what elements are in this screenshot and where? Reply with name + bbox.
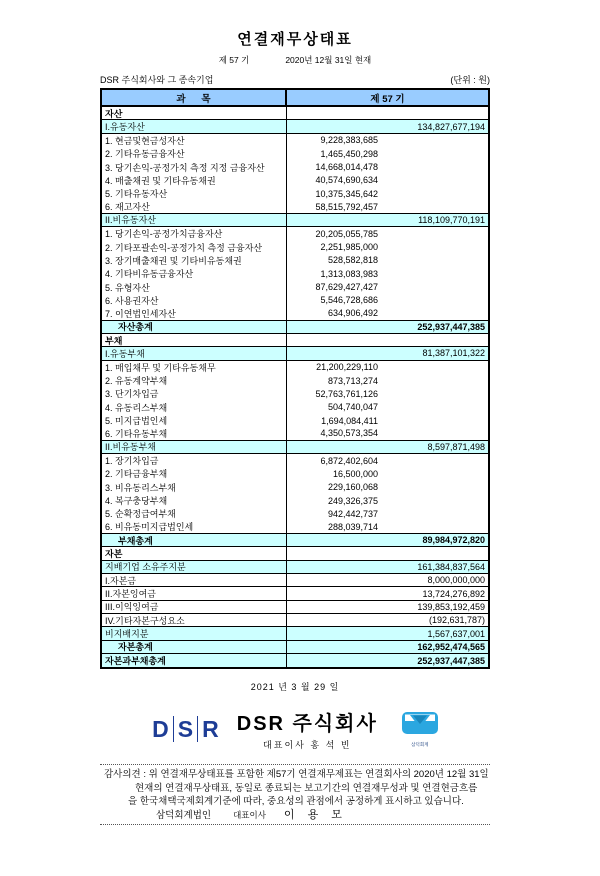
account-label: 5. 기타유동자산	[102, 187, 287, 200]
unit-label: (단위 : 원)	[450, 75, 490, 85]
table-row	[102, 534, 488, 547]
account-label: 비지배지분	[102, 627, 287, 639]
amount-value: 139,853,192,459	[417, 601, 485, 612]
table-row	[102, 307, 488, 320]
table-row	[102, 587, 488, 600]
table-row	[102, 654, 488, 667]
audit-opinion-line: 현재의 연결재무상태표, 동일로 종료되는 보고기간의 연결재무성과 및 연결현금흐름	[135, 782, 478, 794]
table-row	[102, 134, 488, 147]
table-row	[102, 614, 488, 627]
account-label: 자산	[102, 107, 287, 119]
amount-value: 2,251,985,000	[320, 242, 378, 253]
table-row	[102, 200, 488, 213]
account-label: II.비유동자산	[102, 214, 287, 226]
company-line: DSR 주식회사와 그 종속기업	[100, 75, 214, 85]
amount-value: 161,384,837,564	[417, 561, 485, 572]
account-label: 6. 사용권자산	[102, 294, 287, 307]
table-row	[102, 120, 488, 133]
amount-value: 20,205,055,785	[315, 228, 378, 239]
table-row	[102, 347, 488, 360]
table-row	[102, 401, 488, 414]
table-row	[102, 561, 488, 574]
account-label: 2. 기타금융부채	[102, 467, 287, 480]
table-row	[102, 321, 488, 334]
audit-stamp	[398, 711, 442, 748]
amount-value: 6,872,402,604	[320, 455, 378, 466]
amount-value: 1,567,637,001	[427, 628, 485, 639]
table-row	[102, 627, 488, 640]
table-header-row	[102, 90, 488, 107]
account-label: 자산총계	[102, 321, 287, 333]
amount-value: 40,574,690,634	[315, 175, 378, 186]
table-row	[102, 187, 488, 200]
audit-stamp-icon	[401, 711, 439, 738]
table-row	[102, 280, 488, 293]
amount-value: 942,442,737	[327, 508, 378, 519]
account-label: 6. 기타유동부채	[102, 427, 287, 439]
account-label: 4. 매출채권 및 기타유동채권	[102, 174, 287, 187]
table-row	[102, 214, 488, 227]
amount-value: 14,668,014,478	[315, 162, 378, 173]
amount-value: 528,582,818	[327, 255, 378, 266]
account-label: 지배기업 소유주지분	[102, 561, 287, 573]
table-row	[102, 641, 488, 654]
amount-value: 634,906,492	[327, 308, 378, 319]
amount-value: 21,200,229,110	[316, 362, 378, 373]
amount-value: 252,937,447,385	[417, 655, 485, 666]
account-label: II.자본잉여금	[102, 587, 287, 599]
amount-value: 9,228,383,685	[320, 135, 378, 146]
table-row	[102, 494, 488, 507]
document-page	[0, 28, 600, 876]
account-label: 1. 매입채무 및 기타유동채무	[102, 361, 287, 374]
table-row	[102, 574, 488, 587]
account-label: 4. 유동리스부채	[102, 401, 287, 414]
balance-sheet-table	[100, 88, 490, 669]
account-label: 7. 이연법인세자산	[102, 307, 287, 319]
amount-value: 504,740,047	[327, 402, 378, 413]
table-row	[102, 294, 488, 307]
account-label: II.비유동부채	[102, 441, 287, 453]
account-label: 2. 기타유동금융자산	[102, 147, 287, 160]
account-label: I.유동자산	[102, 120, 287, 132]
amount-value: 134,827,677,194	[417, 121, 485, 132]
table-row	[102, 467, 488, 480]
amount-value: 249,326,375	[327, 495, 378, 506]
auditor-signature-row	[156, 809, 490, 822]
account-label: I.유동부채	[102, 347, 287, 359]
amount-value: 52,763,761,126	[315, 388, 378, 399]
table-row	[102, 521, 488, 534]
table-row	[102, 254, 488, 267]
amount-value: 58,515,792,457	[315, 201, 378, 212]
account-label: 2. 유동계약부채	[102, 374, 287, 387]
table-row	[102, 267, 488, 280]
account-label: IV.기타자본구성요소	[102, 614, 287, 626]
account-label: 3. 당기손익-공정가치 측정 지정 금융자산	[102, 160, 287, 173]
amount-value: 1,313,083,983	[320, 268, 378, 279]
table-row	[102, 387, 488, 400]
auditor-title: 대표이사	[233, 810, 266, 821]
table-row	[102, 107, 488, 120]
account-label: 5. 유형자산	[102, 280, 287, 293]
table-row	[102, 441, 488, 454]
audit-opinion-line: 을 한국채택국제회계기준에 따라, 중요성의 관점에서 공정하게 표시하고 있습니다.	[128, 795, 464, 807]
table-row	[102, 414, 488, 427]
table-row	[102, 160, 488, 173]
amount-value: 229,160,068	[327, 482, 378, 493]
table-row	[102, 361, 488, 374]
account-label: 2. 기타포괄손익-공정가치 측정 금융자산	[102, 240, 287, 253]
page-title: 연결재무상태표	[237, 31, 353, 48]
auditor-firm: 삼덕회계법인	[156, 810, 212, 822]
table-row	[102, 334, 488, 347]
report-date: 2021 년 3 월 29 일	[250, 682, 340, 693]
account-label: 4. 기타비유동금융자산	[102, 267, 287, 280]
account-label: 부채총계	[102, 534, 287, 546]
amount-value: 118,109,770,191	[418, 214, 485, 225]
ceo-name-line: 대표이사 홍 석 빈	[263, 740, 352, 751]
amount-value: 13,724,276,892	[422, 588, 485, 599]
amount-value: 87,629,427,427	[315, 282, 378, 293]
amount-value: 288,039,714	[327, 521, 378, 532]
account-label: 5. 순확정급여부채	[102, 507, 287, 520]
account-label: 3. 장기매출채권 및 기타비유동채권	[102, 254, 287, 267]
account-label: 1. 장기차입금	[102, 454, 287, 467]
stamp-caption: 삼덕회계	[411, 741, 429, 747]
table-row	[102, 227, 488, 240]
account-label: 6. 재고자산	[102, 200, 287, 212]
account-label: 5. 미지급법인세	[102, 414, 287, 427]
dsr-logo-letter: R	[197, 716, 223, 742]
table-row	[102, 454, 488, 467]
amount-value: 5,546,728,686	[320, 295, 378, 306]
column-header-period: 제 57 기	[370, 93, 405, 105]
account-label: 자본	[102, 547, 287, 559]
dsr-logo-letter: D	[152, 716, 169, 743]
amount-value: 10,375,345,642	[315, 188, 378, 199]
column-header-account: 과 목	[102, 90, 287, 105]
amount-value: 252,937,447,385	[417, 321, 485, 332]
account-label: I.자본금	[102, 574, 287, 586]
amount-value: 1,694,084,411	[321, 415, 378, 426]
amount-value: 873,713,274	[327, 375, 378, 386]
account-label: 자본총계	[102, 641, 287, 653]
auditor-name: 이 용 모	[283, 809, 347, 822]
company-name: DSR 주식회사	[236, 713, 378, 736]
account-label: III.이익잉여금	[102, 601, 287, 613]
table-body	[102, 107, 488, 667]
table-row	[102, 240, 488, 253]
dsr-logo	[148, 716, 223, 742]
table-row	[102, 174, 488, 187]
table-row	[102, 427, 488, 440]
doc-subtitle	[100, 54, 490, 66]
amount-value: 1,465,450,298	[320, 148, 378, 159]
account-label: 부채	[102, 334, 287, 346]
signature-block	[100, 707, 490, 751]
amount-value: 81,387,101,322	[422, 348, 485, 359]
amount-value: 89,984,972,820	[422, 535, 485, 546]
amount-value: 4,350,573,354	[320, 428, 378, 439]
amount-value: 8,597,871,498	[427, 441, 485, 452]
meta-row	[100, 73, 490, 86]
table-row	[102, 547, 488, 560]
table-row	[102, 507, 488, 520]
account-label: 6. 비유동미지급법인세	[102, 521, 287, 533]
table-row	[102, 601, 488, 614]
dsr-logo-letter: S	[173, 716, 197, 742]
table-row	[102, 147, 488, 160]
account-label: 3. 비유동리스부채	[102, 481, 287, 494]
table-row	[102, 481, 488, 494]
table-row	[102, 374, 488, 387]
audit-opinion-block	[100, 764, 490, 825]
fiscal-period-label: 제 57 기	[218, 55, 250, 65]
audit-opinion-line: 감사의견 : 위 연결재무상태표를 포함한 제57기 연결재무제표는 연결회사의 2020년 12월 31일	[104, 769, 489, 781]
amount-value: 162,952,474,565	[417, 641, 485, 652]
amount-value: 8,000,000,000	[427, 575, 485, 586]
account-label: 3. 단기차입금	[102, 387, 287, 400]
as-of-date-label: 2020년 12월 31일 현재	[285, 55, 372, 65]
account-label: 1. 당기손익-공정가치금융자산	[102, 227, 287, 240]
company-signature	[237, 707, 378, 751]
account-label: 4. 복구충당부채	[102, 494, 287, 507]
amount-value: 16,500,000	[332, 468, 378, 479]
account-label: 자본과부채총계	[102, 654, 287, 667]
account-label: 1. 현금및현금성자산	[102, 134, 287, 147]
amount-value: (192,631,787)	[428, 615, 485, 626]
